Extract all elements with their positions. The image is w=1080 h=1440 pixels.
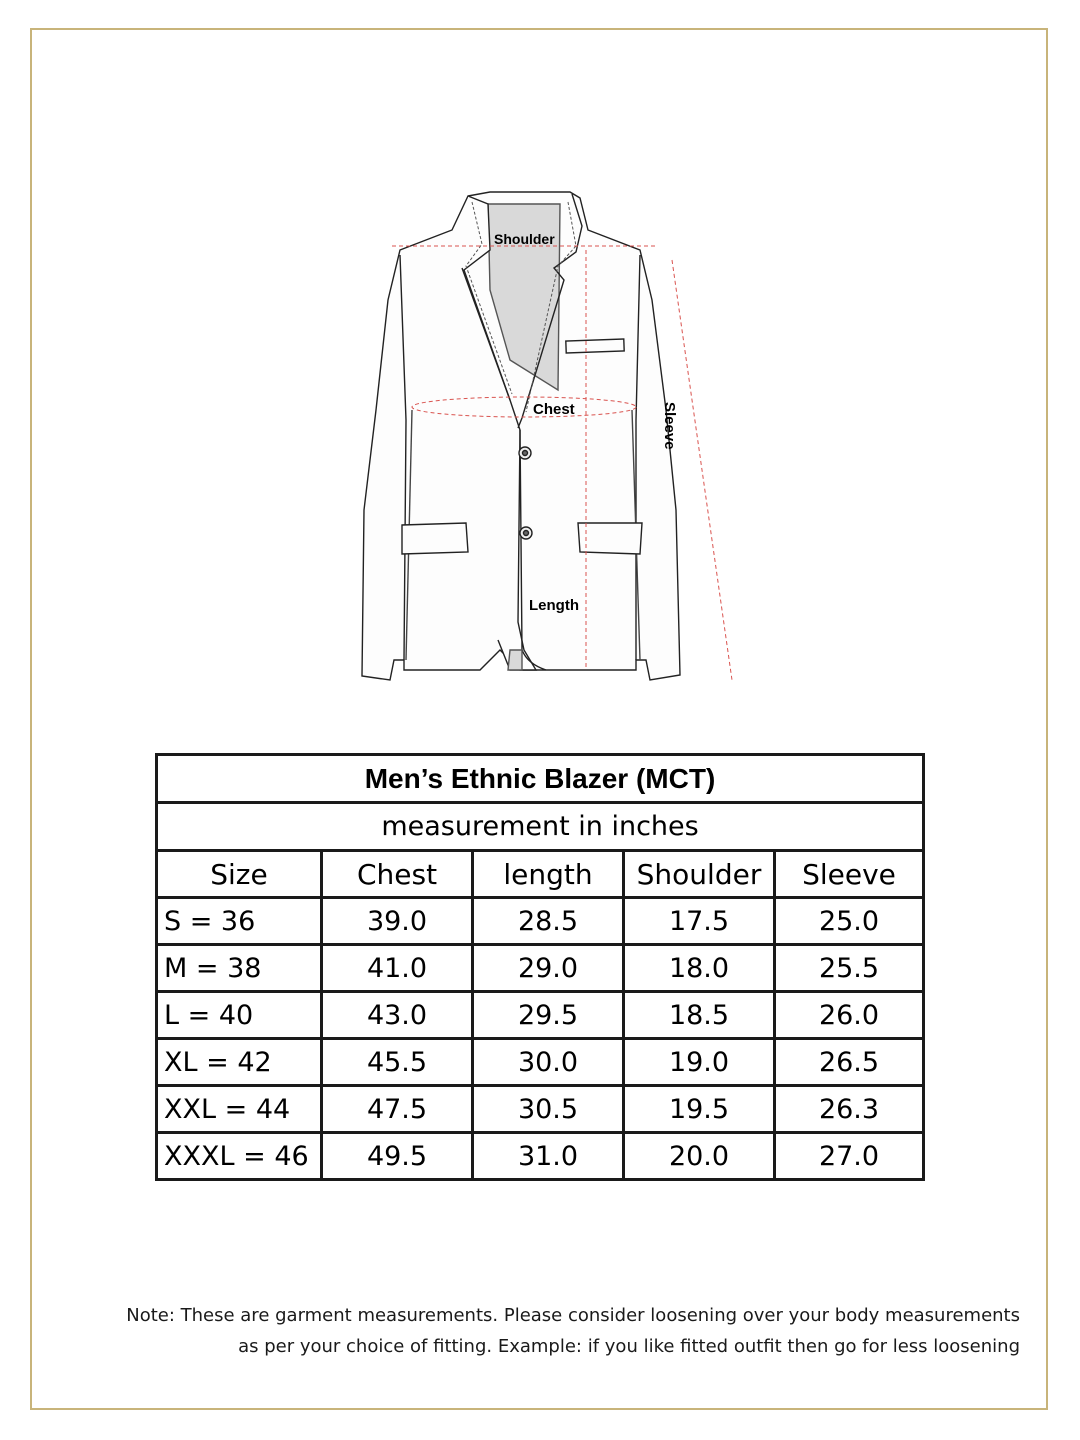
table-title-row	[157, 755, 924, 803]
table-row	[157, 1086, 924, 1133]
table-subtitle: measurement in inches	[157, 803, 924, 851]
table-header-row	[157, 851, 924, 898]
shoulder-cell: 17.5	[624, 898, 775, 945]
size-cell: XXL = 44	[157, 1086, 322, 1133]
column-header-shoulder: Shoulder	[624, 851, 775, 898]
measurement-note	[50, 1300, 1020, 1362]
shoulder-cell: 18.0	[624, 945, 775, 992]
sleeve-cell: 25.0	[775, 898, 924, 945]
column-header-length: length	[473, 851, 624, 898]
table-row	[157, 1039, 924, 1086]
size-chart-table	[155, 753, 925, 1181]
length-cell: 30.5	[473, 1086, 624, 1133]
sleeve-label: Sleeve	[661, 402, 678, 450]
blazer-diagram	[340, 180, 760, 700]
table-row	[157, 945, 924, 992]
note-line-1: Note: These are garment measurements. Please consider loosening over your body measurements	[126, 1305, 1020, 1326]
column-header-chest: Chest	[322, 851, 473, 898]
chest-label: Chest	[533, 401, 575, 418]
shoulder-cell: 19.5	[624, 1086, 775, 1133]
length-cell: 30.0	[473, 1039, 624, 1086]
chest-cell: 43.0	[322, 992, 473, 1039]
chest-cell: 49.5	[322, 1133, 473, 1180]
table-title: Men’s Ethnic Blazer (MCT)	[157, 755, 924, 803]
length-cell: 28.5	[473, 898, 624, 945]
shoulder-cell: 20.0	[624, 1133, 775, 1180]
size-cell: M = 38	[157, 945, 322, 992]
table-row	[157, 992, 924, 1039]
size-cell: S = 36	[157, 898, 322, 945]
length-cell: 29.5	[473, 992, 624, 1039]
sleeve-cell: 27.0	[775, 1133, 924, 1180]
length-cell: 31.0	[473, 1133, 624, 1180]
size-cell: XL = 42	[157, 1039, 322, 1086]
table-row	[157, 898, 924, 945]
column-header-size: Size	[157, 851, 322, 898]
blazer-illustration	[340, 180, 760, 700]
chest-cell: 39.0	[322, 898, 473, 945]
table-subtitle-row	[157, 803, 924, 851]
column-header-sleeve: Sleeve	[775, 851, 924, 898]
chest-cell: 45.5	[322, 1039, 473, 1086]
shoulder-cell: 19.0	[624, 1039, 775, 1086]
sleeve-cell: 26.5	[775, 1039, 924, 1086]
sleeve-cell: 26.3	[775, 1086, 924, 1133]
chest-cell: 47.5	[322, 1086, 473, 1133]
sleeve-cell: 25.5	[775, 945, 924, 992]
length-cell: 29.0	[473, 945, 624, 992]
length-label: Length	[529, 597, 579, 614]
note-line-2: as per your choice of fitting. Example: if you like fitted outfit then go for less loosening	[238, 1336, 1020, 1357]
size-cell: L = 40	[157, 992, 322, 1039]
shoulder-label: Shoulder	[494, 231, 555, 247]
sleeve-cell: 26.0	[775, 992, 924, 1039]
table-row	[157, 1133, 924, 1180]
chest-cell: 41.0	[322, 945, 473, 992]
shoulder-cell: 18.5	[624, 992, 775, 1039]
size-cell: XXXL = 46	[157, 1133, 322, 1180]
